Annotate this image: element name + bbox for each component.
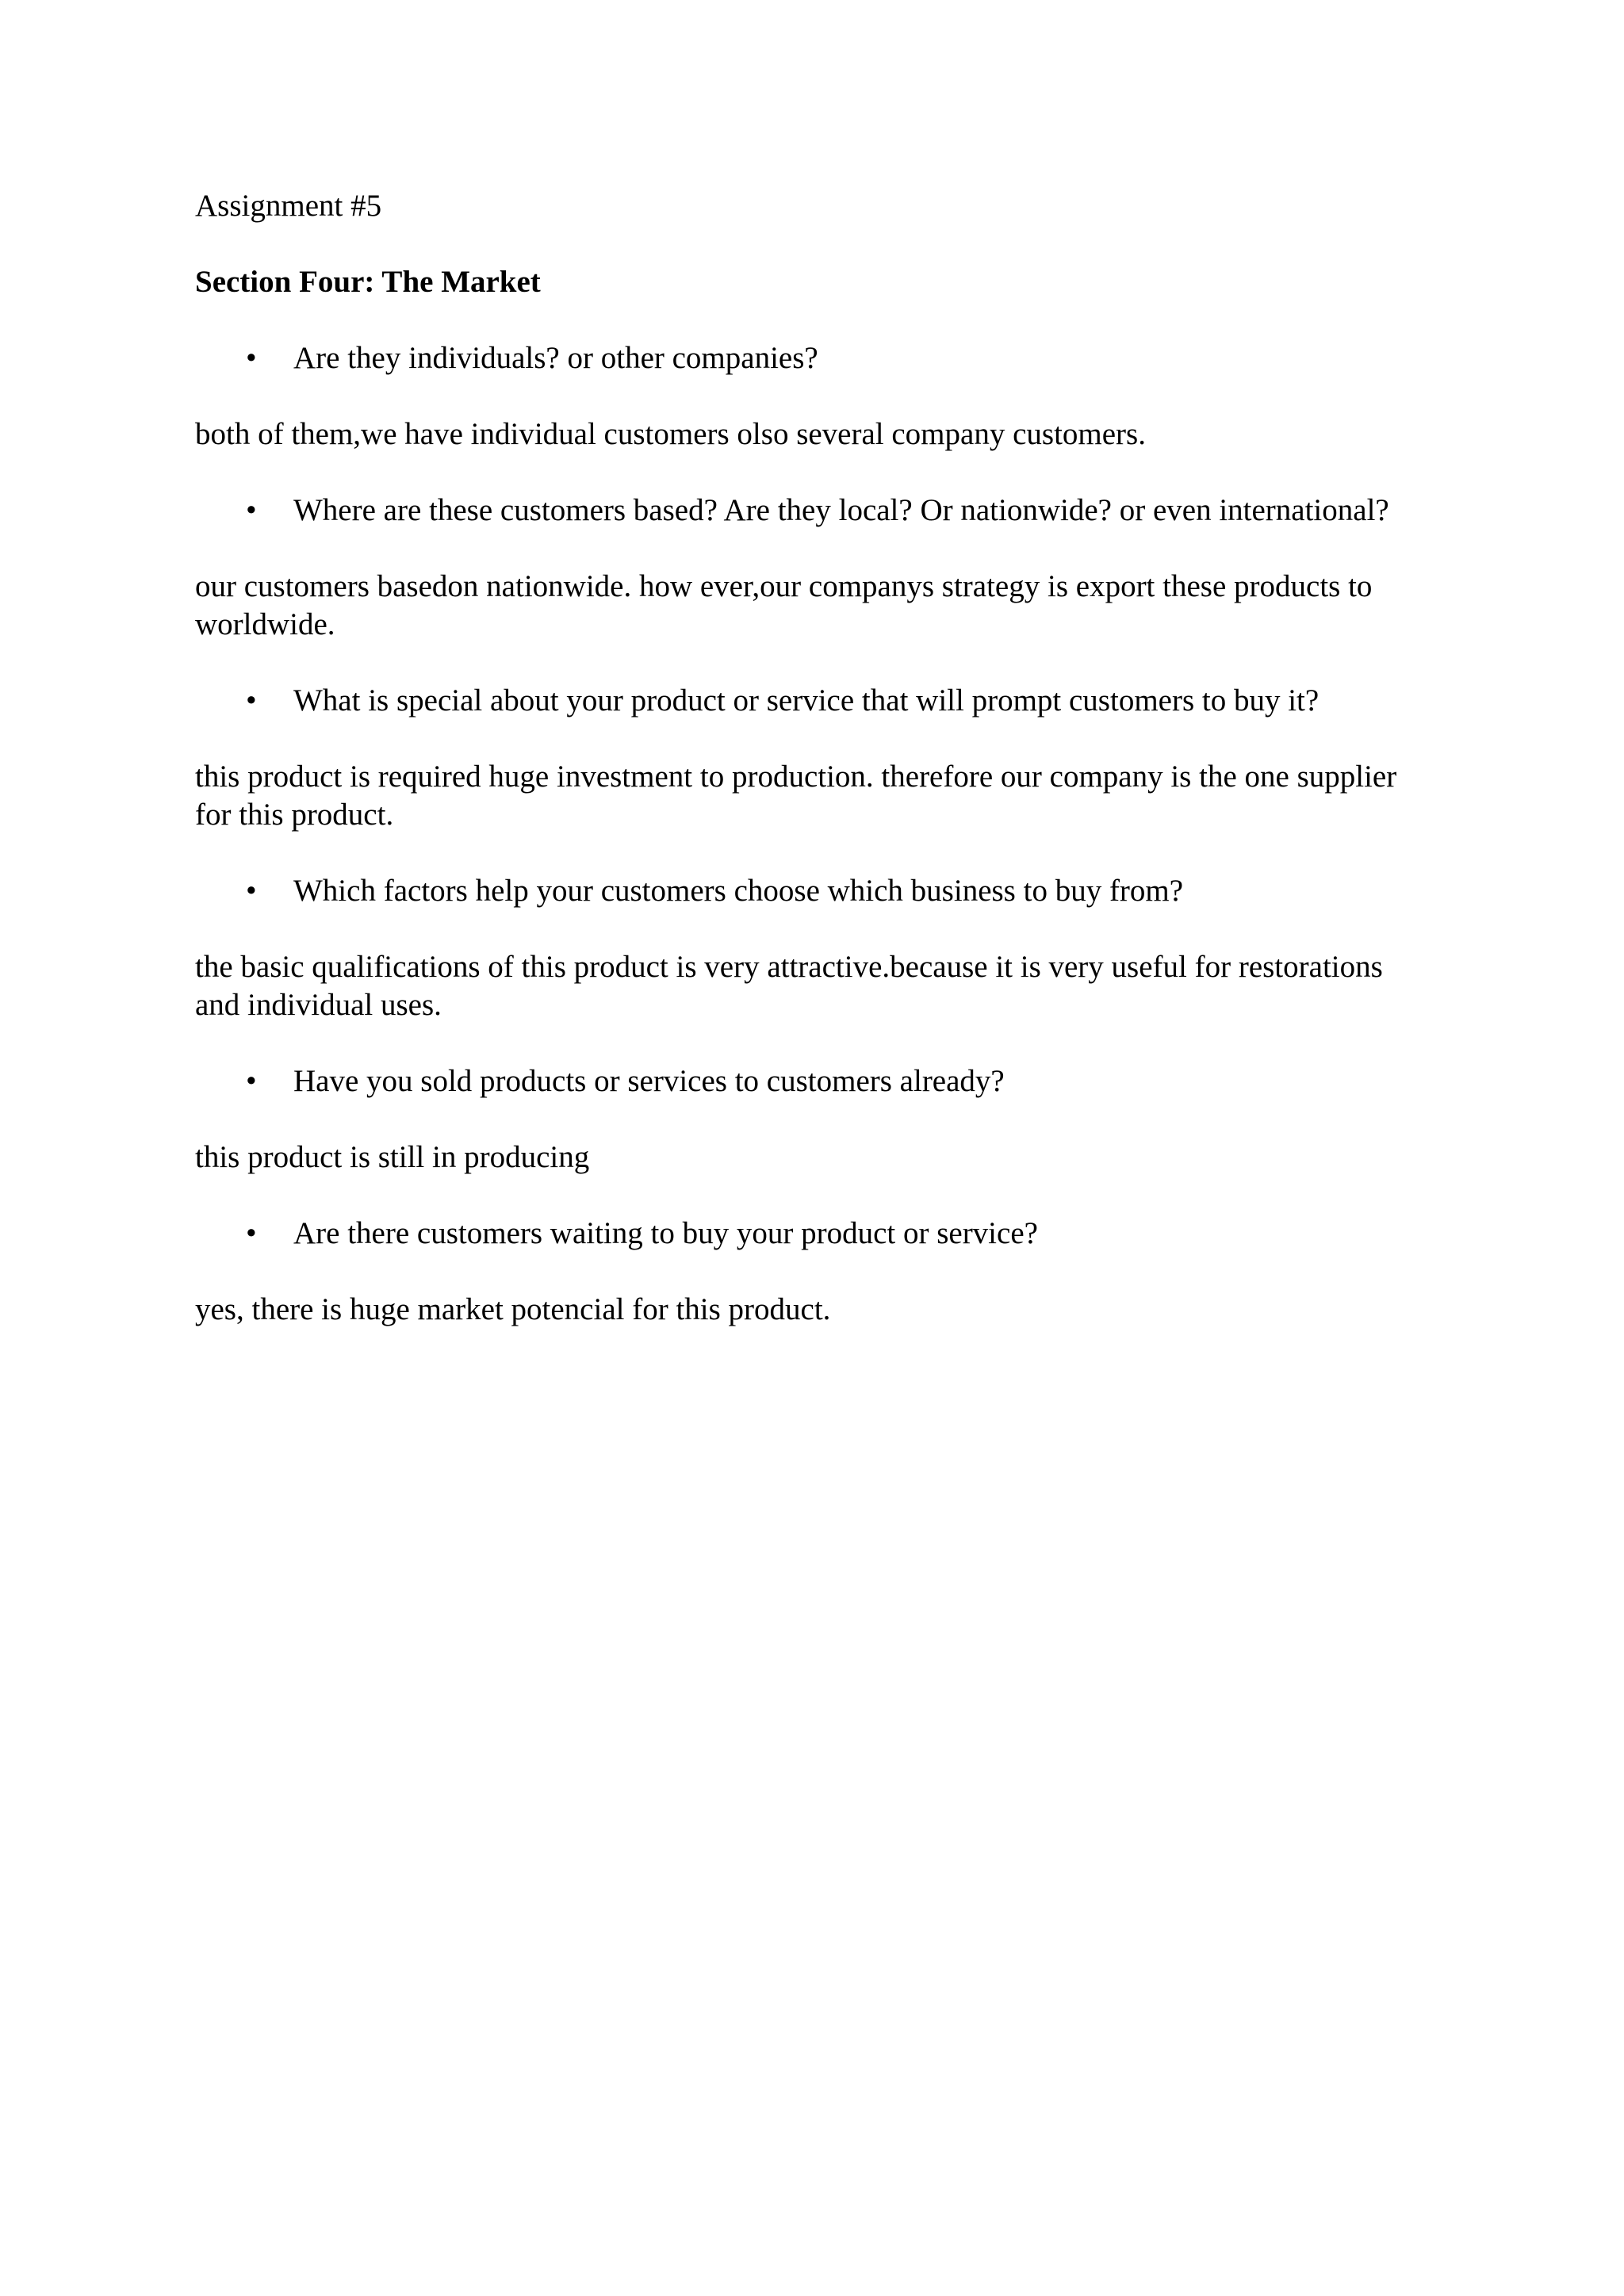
question-text: Where are these customers based? Are they local? Or nationwide? or even international? (293, 493, 1389, 527)
bullet-icon: • (246, 1064, 257, 1098)
bullet-icon: • (246, 341, 257, 375)
question-item (195, 1062, 1419, 1100)
question-item (195, 682, 1419, 720)
question-item (195, 339, 1419, 377)
answer-text: this product is still in producing (195, 1140, 590, 1174)
question-item (195, 872, 1419, 910)
bullet-icon: • (246, 683, 257, 718)
document-body (195, 187, 1432, 1367)
answer-text: the basic qualifications of this product is very attractive.because it is very useful for restorations and individual uses. (195, 950, 1383, 1022)
question-text: Which factors help your customers choose which business to buy from? (293, 874, 1184, 908)
answer-text: both of them,we have individual customers olso several company customers. (195, 417, 1146, 451)
question-item (195, 1215, 1419, 1253)
question-text: Are they individuals? or other companies? (293, 341, 818, 375)
question-text: What is special about your product or service that will prompt customers to buy it? (293, 683, 1320, 718)
answer-text: this product is required huge investment to production. therefore our company is the one supplier for this product. (195, 760, 1397, 832)
bullet-icon: • (246, 874, 257, 908)
answer-text: our customers basedon nationwide. how ever,our companys strategy is export these products to worldwide. (195, 569, 1373, 641)
question-item (195, 492, 1419, 530)
section-heading: Section Four: The Market (195, 265, 541, 299)
bullet-icon: • (246, 493, 257, 527)
bullet-icon: • (246, 1216, 257, 1250)
assignment-title: Assignment #5 (195, 189, 382, 223)
answer-text: yes, there is huge market potencial for this product. (195, 1292, 831, 1326)
question-text: Have you sold products or services to customers already? (293, 1064, 1005, 1098)
question-text: Are there customers waiting to buy your product or service? (293, 1216, 1038, 1250)
